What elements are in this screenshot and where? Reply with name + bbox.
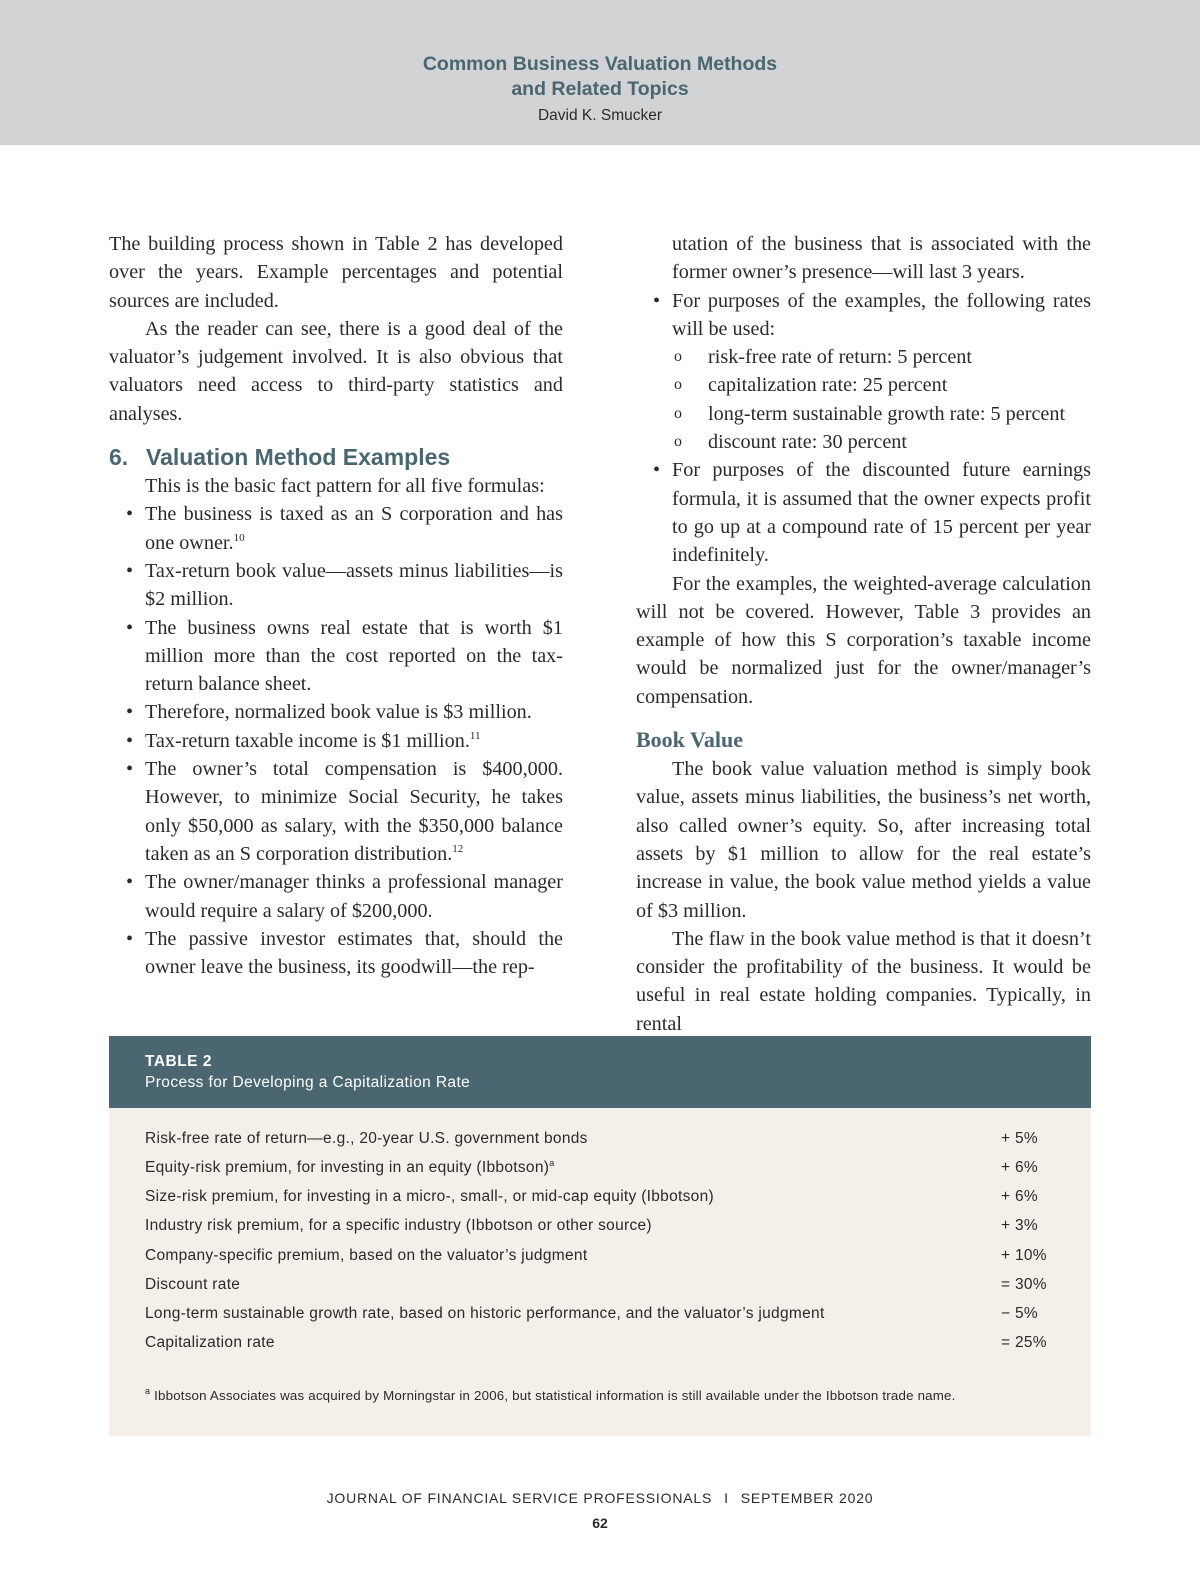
rate-item: o discount rate: 30 percent [636,428,1091,456]
sub-bullet-icon: o [674,376,682,394]
footnote-ref: 12 [452,842,464,855]
footer-separator: I [724,1490,729,1506]
table-caption: Process for Developing a Capitalization Rate [145,1074,471,1091]
row-value: + 6% [1001,1159,1038,1176]
running-title-line1: Common Business Valuation Methods [422,53,778,75]
row-label: Equity-risk premium, for investing in an equity (Ibbotson)$^a$ [145,1158,555,1176]
bullet-icon: • [653,289,661,312]
row-value: − 5% [1001,1305,1038,1322]
list-item-continuation: utation of the business that is associated with the former owner’s presence—will last 3 years. [672,233,1091,284]
table-row [145,1188,1061,1217]
table-header [109,1036,1091,1108]
left-column [109,230,563,981]
page-number: 62 [592,1515,608,1531]
table-row [145,1334,1061,1363]
bullet-icon: • [126,927,134,950]
row-value: + 6% [1001,1188,1038,1205]
section-title: Valuation Method Examples [146,444,451,471]
section-number: 6. [109,444,129,471]
row-label: Size-risk premium, for investing in a micro-, small-, or mid-cap equity (Ibbotson) [145,1188,714,1205]
table-footnote-ref: a [549,1158,555,1168]
row-label: Company-specific premium, based on the valuator’s judgment [145,1247,588,1264]
sub-bullet-icon: o [674,404,682,422]
bullet-icon: • [126,559,134,582]
list-item: • The business is taxed as an S corporation and has one owner.$^{10}$ [109,500,563,557]
footnote-ref: 10 [233,531,245,544]
running-title-line2: and Related Topics [511,78,689,100]
row-value: + 3% [1001,1217,1038,1234]
row-label: Discount rate [145,1276,241,1293]
table-footnote-marker: a [145,1386,151,1396]
bullet-icon: • [126,701,134,724]
table-row [145,1276,1061,1305]
list-item: • For purposes of the examples, the following rates will be used: [636,287,1091,344]
paragraph: This is the basic fact pattern for all five formulas: [145,475,545,498]
paragraph: The book value valuation method is simply book value, assets minus liabilities, the business’s net worth, also called owner’s equity. So, after increasing total assets by $1 million to allow for the real estate’s increase in value, the book value method yields a value of $3 million. [636,758,1091,922]
sub-bullet-icon: o [674,433,682,451]
table-row [145,1305,1061,1334]
list-item: • The owner’s total compensation is $400,000. However, to minimize Social Security, he takes only $50,000 as salary, with the $350,000 balance taken as an S corporation distribution.$^{12}$ [109,755,563,868]
list-item: • The business owns real estate that is worth $1 million more than the cost reported on the tax-return balance sheet. [109,614,563,699]
rate-item: o risk-free rate of return: 5 percent [636,343,1091,371]
row-value: + 10% [1001,1247,1047,1264]
rates-list [636,343,1091,456]
table-footnote: $^a$ Ibbotson Associates was acquired by Morningstar in 2006, but statistical information is still available under the Ibbotson trade name. [145,1386,956,1403]
paragraph: As the reader can see, there is a good deal of the valuator’s judgement involved. It is also obvious that valuators need access to third-party statistics and analyses. [109,317,563,425]
row-label: Capitalization rate [145,1334,275,1351]
row-value: + 5% [1001,1130,1038,1147]
fact-pattern-list [109,500,563,981]
bullet-icon: • [126,729,134,752]
footnote-ref: 11 [469,729,481,742]
bullet-icon: • [653,459,661,482]
bullet-icon: • [126,758,134,781]
rate-item: o long-term sustainable growth rate: 5 percent [636,400,1091,428]
table-row [145,1159,1061,1188]
list-item: • Tax-return taxable income is $1 million.$^{11}$ [109,727,563,755]
issue-date: SEPTEMBER 2020 [740,1490,874,1506]
table-row [145,1247,1061,1276]
assumptions-list [636,287,1091,344]
row-value: = 30% [1001,1276,1047,1293]
table-body [109,1108,1091,1436]
list-item: • Therefore, normalized book value is $3 million. [109,698,563,726]
sub-bullet-icon: o [674,348,682,366]
journal-name: JOURNAL OF FINANCIAL SERVICE PROFESSIONALS [326,1490,713,1506]
row-label: Industry risk premium, for a specific industry (Ibbotson or other source) [145,1217,652,1234]
right-column [636,230,1091,1038]
author-name: David K. Smucker [537,107,663,124]
page-header [0,0,1200,145]
table-row [145,1130,1061,1159]
running-title [0,52,1200,102]
row-label: Risk-free rate of return—e.g., 20-year U.S. government bonds [145,1130,588,1147]
bullet-icon: • [126,616,134,639]
row-value: = 25% [1001,1334,1047,1351]
list-item: • The passive investor estimates that, should the owner leave the business, its goodwill—the rep- [109,925,563,982]
rate-item: o capitalization rate: 25 percent [636,371,1091,399]
page-footer [0,1490,1200,1506]
list-item: • The owner/manager thinks a professional manager would require a salary of $200,000. [109,868,563,925]
row-label: Long-term sustainable growth rate, based on historic performance, and the valuator’s judgment [145,1305,825,1322]
list-item: • Tax-return book value—assets minus liabilities—is $2 million. [109,557,563,614]
bullet-icon: • [126,871,134,894]
paragraph: The building process shown in Table 2 has developed over the years. Example percentages and potential sources are included. [109,233,563,312]
paragraph: For the examples, the weighted-average calculation will not be covered. However, Table 3 provides an example of how this S corporation’s taxable income would be normalized just for the owner/manager’s compensation. [636,572,1091,708]
section-heading [109,442,563,472]
table-label: TABLE 2 [145,1053,212,1070]
subsection-heading: Book Value [636,727,743,753]
table-row [145,1217,1061,1246]
bullet-icon: • [126,503,134,526]
paragraph: The flaw in the book value method is that it doesn’t consider the profitability of the business. It would be useful in real estate holding companies. Typically, in rental [636,927,1091,1035]
assumptions-list [636,456,1091,569]
list-item: • For purposes of the discounted future earnings formula, it is assumed that the owner expects profit to go up at a compound rate of 15 percent per year indefinitely. [636,456,1091,569]
